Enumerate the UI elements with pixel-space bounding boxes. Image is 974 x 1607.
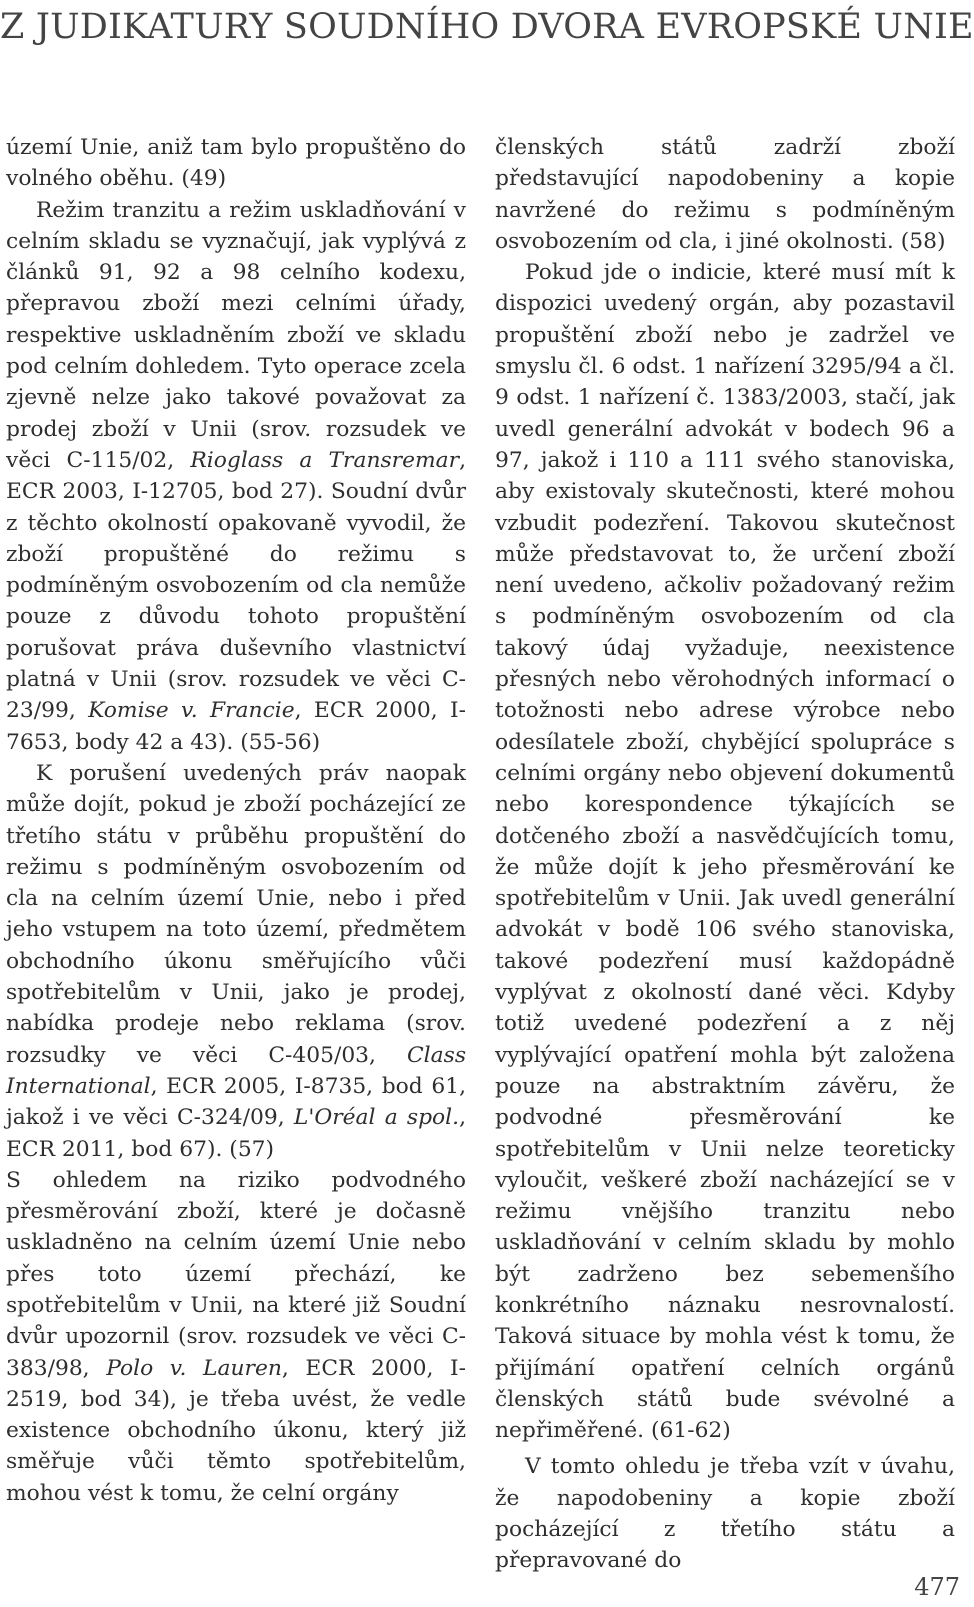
case-name: Komise v. Francie <box>88 698 295 724</box>
text-run: , ECR 2000, I-7653, body 42 a 43). (55-56) <box>6 698 466 755</box>
paragraph <box>6 195 466 758</box>
left-column <box>6 132 466 1532</box>
case-name: Polo v. Lauren <box>106 1355 282 1381</box>
text-run: S ohledem na riziko podvodného přesměrování zboží, které je dočasně uskladněno na celním území Unie nebo přes toto území přechází, ke spotřebitelům v Unii, na které již Soudní dvůr upozornil (srov. rozsudek ve věci C-383/98, <box>6 1167 466 1381</box>
case-name: Rioglass a Transremar <box>190 447 460 473</box>
paragraph: V tomto ohledu je třeba vzít v úvahu, že napodobeniny a kopie zboží pocházející z třetího státu a přepravované do <box>495 1454 955 1574</box>
running-header: Z JUDIKATURY SOUDNÍHO DVORA EVROPSKÉ UNIE <box>0 7 974 47</box>
text-run: , ECR 2003, I-12705, bod 27). Soudní dvůr z těchto okolností opakovaně vyvodil, že zboží propuštěné do režimu s podmíněným osvobozením od cla nemůže pouze z důvodu tohoto propuštění porušovat práva duševního vlastnictví platná v Unii (srov. rozsudek ve věci C-23/99, <box>6 447 467 724</box>
paragraph <box>6 1165 466 1509</box>
text-run: Režim tranzitu a režim uskladňování v celním skladu se vyznačují, jak vyplývá z článků 91, 92 a 98 celního kodexu, přepravou zboží mezi celními úřady, respektive uskladněním zboží ve skladu pod celním dohledem. Tyto operace zcela zjevně nelze jako takové považovat za prodej zboží v Unii (srov. rozsudek ve věci C-115/02, <box>6 197 466 473</box>
text-run: , ECR 2000, I-2519, bod 34), je třeba uvést, že vedle existence obchodního úkonu, který již směřuje vůči těmto spotřebitelům, mohou vést k tomu, že celní orgány <box>6 1355 466 1506</box>
paragraph: území Unie, aniž tam bylo propuštěno do volného oběhu. (49) <box>6 135 466 192</box>
paragraph: členských států zadrží zboží představující napodobeniny a kopie navržené do režimu s podmíněným osvobozením od cla, i jiné okolnosti. (58) <box>495 135 955 254</box>
paragraph <box>6 758 466 1165</box>
text-run: K porušení uvedených práv naopak může dojít, pokud je zboží pocházející ze třetího státu v průběhu propuštění do režimu s podmíněným osvobozením od cla na celním území Unie, nebo i před jeho vstupem na toto území, předmětem obchodního úkonu směřujícího vůči spotřebitelům v Unii, jako je prodej, nabídka prodeje nebo reklama (srov. rozsudky ve věci C-405/03, <box>6 760 466 1068</box>
text-run: , ECR 2005, I-8735, bod 61, jakož i ve věci C-324/09, <box>6 1073 466 1131</box>
case-name: L'Oréal a spol. <box>293 1105 460 1131</box>
page-number: 477 <box>914 1573 960 1601</box>
paragraph: Pokud jde o indicie, které musí mít k dispozici uvedený orgán, aby pozastavil propuštění zboží nebo je zadržel ve smyslu čl. 6 odst. 1 nařízení 3295/94 a čl. 9 odst. 1 nařízení č. 1383/2003, stačí, jak uvedl generální advokát v bodech 96 a 97, jakož i 110 a 111 svého stanoviska, aby existovaly skutečnosti, které mohou vzbudit podezření. Takovou skutečnost může představovat to, že určení zboží není uvedeno, ačkoliv požadovaný režim s podmíněným osvobozením od cla takový údaj vyžaduje, neexistence přesných nebo věrohodných informací o totožnosti nebo adrese výrobce nebo odesílatele zboží, chybějící spolupráce s celními orgány nebo objevení dokumentů nebo korespondence týkajících se dotčeného zboží a nasvědčujících tomu, že může dojít k jeho přesměrování ke spotřebitelům v Unii. Jak uvedl generální advokát v bodě 106 svého stanoviska, takové podezření musí každopádně vyplývat z okolností dané věci. Kdyby totiž uvedené podezření a z něj vyplývající opatření mohla být založena pouze na abstraktním závěru, že podvodné přesměrování ke spotřebitelům v Unii nelze teoreticky vyloučit, veškeré zboží nacházející se v režimu vnějšího tranzitu nebo uskladňování v celním skladu by mohlo být zadrženo bez sebemenšího konkrétního náznaku nesrovnalostí. Taková situace by mohla vést k tomu, že přijímání opatření celních orgánů členských států bude svévolné a nepřiměřené. (61-62) <box>495 260 955 1444</box>
right-column <box>495 132 955 1574</box>
text-run: , ECR 2011, bod 67). (57) <box>6 1105 466 1162</box>
case-name: Class International <box>6 1042 466 1099</box>
